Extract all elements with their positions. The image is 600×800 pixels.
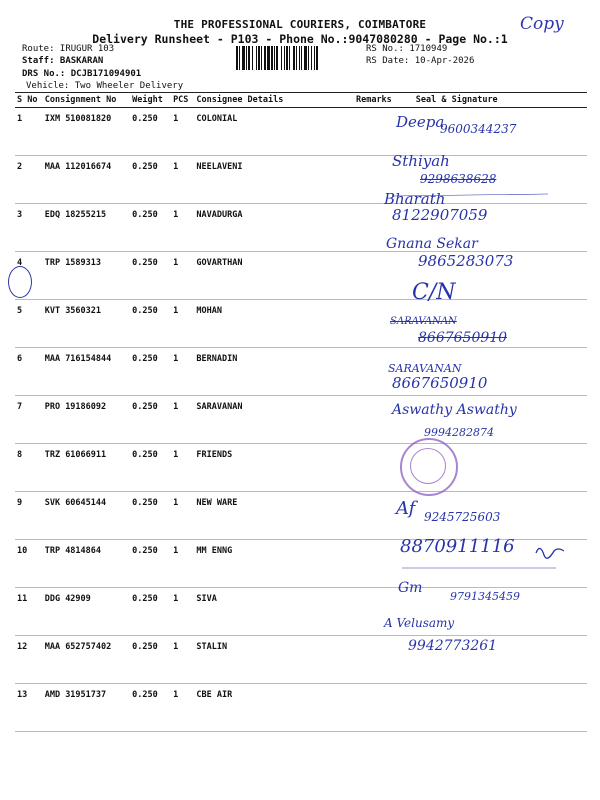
col-header-remarks: Remarks xyxy=(333,93,393,108)
signature-4: Gnana Sekar xyxy=(386,236,478,252)
staff-label: Staff: BASKARAN xyxy=(22,56,104,66)
cell-weight: 0.250 xyxy=(130,252,171,300)
cell-weight: 0.250 xyxy=(130,108,171,156)
cell-sno: 2 xyxy=(15,156,43,204)
cell-pcs: 1 xyxy=(171,300,194,348)
cell-pcs: 1 xyxy=(171,684,194,732)
cell-pcs: 1 xyxy=(171,444,194,492)
signature-12: Gm xyxy=(398,580,423,596)
signature-7: SARAVANAN xyxy=(388,362,462,375)
cell-sno: 4 xyxy=(15,252,43,300)
cell-consignment: PRO 19186092 xyxy=(43,396,130,444)
cell-weight: 0.250 xyxy=(130,636,171,684)
phone-4: 9865283073 xyxy=(418,252,514,270)
cell-consignment: MAA 716154844 xyxy=(43,348,130,396)
phone-2: 9298638628 xyxy=(420,172,497,186)
drs-number: DRS No.: DCJB171094901 xyxy=(22,69,142,79)
cell-sno: 8 xyxy=(15,444,43,492)
cell-consignee: CBE AIR xyxy=(194,684,333,732)
handwritten-copy-note: Copy xyxy=(520,14,564,34)
cell-consignment: MAA 652757402 xyxy=(43,636,130,684)
cell-sno: 11 xyxy=(15,588,43,636)
cell-weight: 0.250 xyxy=(130,684,171,732)
col-header-weight: Weight xyxy=(130,93,171,108)
signature-2: Sthiyah xyxy=(392,152,450,170)
cell-sno: 5 xyxy=(15,300,43,348)
cell-consignment: TRP 1589313 xyxy=(43,252,130,300)
signature-6: SARAVANAN xyxy=(390,316,457,327)
signature-13: A Velusamy xyxy=(384,616,455,630)
signature-3: Bharath xyxy=(384,190,446,208)
cell-weight: 0.250 xyxy=(130,588,171,636)
cell-consignment: AMD 31951737 xyxy=(43,684,130,732)
signature-8: Aswathy Aswathy xyxy=(392,402,517,418)
cell-consignment: SVK 60645144 xyxy=(43,492,130,540)
cell-consignee: BERNADIN xyxy=(194,348,333,396)
col-header-consignee: Consignee Details xyxy=(194,93,333,108)
route-label: Route: IRUGUR 103 xyxy=(22,44,115,54)
phone-13: 9942773261 xyxy=(408,638,498,654)
phone-1: 9600344237 xyxy=(440,122,517,136)
cell-consignment: EDQ 18255215 xyxy=(43,204,130,252)
cell-weight: 0.250 xyxy=(130,540,171,588)
cell-sno: 9 xyxy=(15,492,43,540)
cell-pcs: 1 xyxy=(171,348,194,396)
cell-sno: 7 xyxy=(15,396,43,444)
cell-consignment: TRZ 61066911 xyxy=(43,444,130,492)
rs-date: RS Date: 10-Apr-2026 xyxy=(366,56,475,66)
cell-consignment: KVT 3560321 xyxy=(43,300,130,348)
col-header-sno: S No xyxy=(15,93,43,108)
signature-11: 8870911116 xyxy=(400,536,515,557)
cell-consignee: STALIN xyxy=(194,636,333,684)
cell-weight: 0.250 xyxy=(130,156,171,204)
rs-number: RS No.: 1710949 xyxy=(366,44,448,54)
cell-consignment: IXM 510081820 xyxy=(43,108,130,156)
cell-pcs: 1 xyxy=(171,588,194,636)
company-title: THE PROFESSIONAL COURIERS, COIMBATORE xyxy=(173,18,427,31)
phone-12: 9791345459 xyxy=(450,590,520,603)
cell-consignment: MAA 112016674 xyxy=(43,156,130,204)
cell-sno: 13 xyxy=(15,684,43,732)
cell-consignment: DDG 42909 xyxy=(43,588,130,636)
cell-sno: 6 xyxy=(15,348,43,396)
signature-1: Deepa xyxy=(396,113,445,131)
cell-weight: 0.250 xyxy=(130,444,171,492)
cell-consignee: SARAVANAN xyxy=(194,396,333,444)
cell-consignee: COLONIAL xyxy=(194,108,333,156)
underline-mark-2 xyxy=(392,194,548,196)
cell-pcs: 1 xyxy=(171,396,194,444)
cell-consignee: GOVARTHAN xyxy=(194,252,333,300)
cell-sno: 12 xyxy=(15,636,43,684)
cell-consignee: FRIENDS xyxy=(194,444,333,492)
cell-weight: 0.250 xyxy=(130,492,171,540)
col-header-pcs: PCS xyxy=(171,93,194,108)
cell-pcs: 1 xyxy=(171,492,194,540)
cell-weight: 0.250 xyxy=(130,204,171,252)
checkmark-mark xyxy=(536,548,564,558)
cell-consignee: NAVADURGA xyxy=(194,204,333,252)
phone-6: 8667650910 xyxy=(418,330,508,346)
cell-sno: 1 xyxy=(15,108,43,156)
phone-8: 9994282874 xyxy=(424,426,494,439)
cell-weight: 0.250 xyxy=(130,300,171,348)
cell-pcs: 1 xyxy=(171,204,194,252)
phone-10: 9245725603 xyxy=(424,510,501,524)
cell-weight: 0.250 xyxy=(130,396,171,444)
phone-7: 8667650910 xyxy=(392,374,488,392)
cell-pcs: 1 xyxy=(171,108,194,156)
col-header-signature: Seal & Signature xyxy=(394,93,587,108)
signature-5: C/N xyxy=(412,280,456,305)
cell-consignee: NEW WARE xyxy=(194,492,333,540)
vehicle-label: Vehicle: Two Wheeler Delivery xyxy=(26,81,184,91)
phone-3: 8122907059 xyxy=(392,206,488,224)
cell-pcs: 1 xyxy=(171,252,194,300)
cell-sno: 3 xyxy=(15,204,43,252)
cell-pcs: 1 xyxy=(171,156,194,204)
signature-10: Af xyxy=(396,498,416,519)
cell-consignment: TRP 4814864 xyxy=(43,540,130,588)
cell-pcs: 1 xyxy=(171,636,194,684)
cell-consignee: NEELAVENI xyxy=(194,156,333,204)
cell-weight: 0.250 xyxy=(130,348,171,396)
runsheet-title: Delivery Runsheet - P103 - Phone No.:9047080280 - Page No.:1 xyxy=(92,32,508,46)
col-header-consignment: Consignment No xyxy=(43,93,130,108)
cell-pcs: 1 xyxy=(171,540,194,588)
cell-consignee: MOHAN xyxy=(194,300,333,348)
cell-sno: 10 xyxy=(15,540,43,588)
cell-consignee: MM ENNG xyxy=(194,540,333,588)
cell-consignee: SIVA xyxy=(194,588,333,636)
